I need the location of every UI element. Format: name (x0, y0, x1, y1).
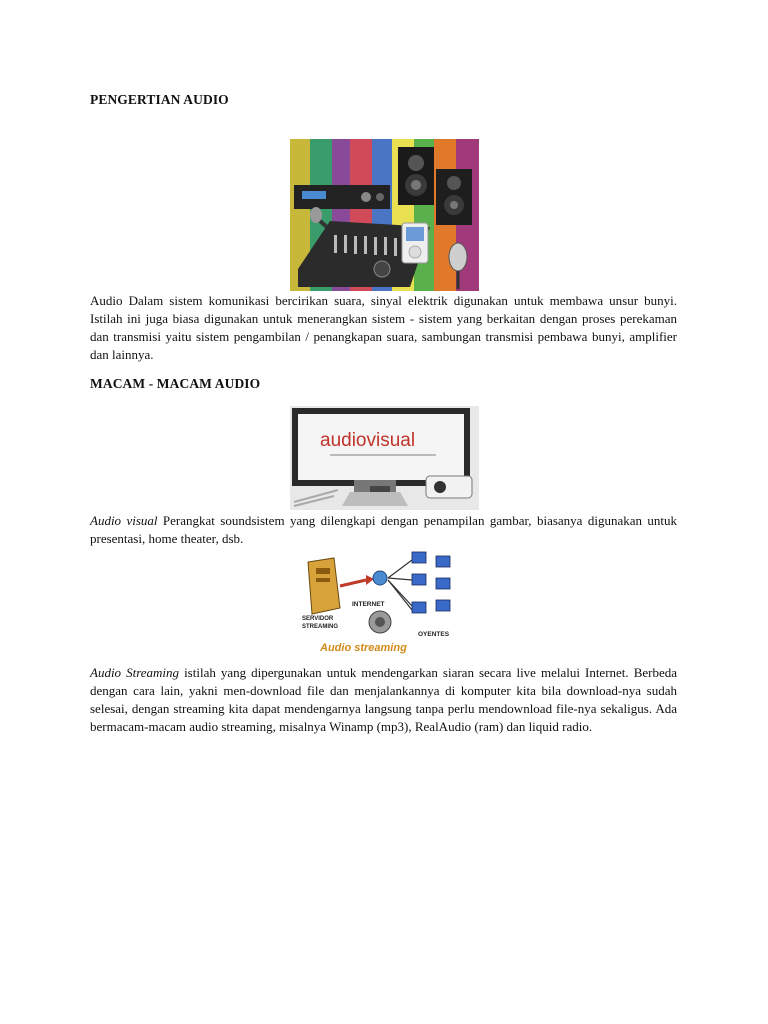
audio-streaming-term: Audio Streaming (90, 665, 180, 680)
server-label-line1: SERVIDOR (302, 616, 334, 622)
audiovisual-term: Audio visual (90, 513, 158, 528)
heading-pengertian-audio: PENGERTIAN AUDIO (90, 92, 229, 107)
internet-label: INTERNET (352, 601, 385, 608)
server-label-line2: STREAMING (302, 624, 338, 630)
audiovisual-paragraph (90, 512, 677, 548)
audiovisual-logo-text: audiovisual (320, 430, 416, 451)
audiovisual-image (290, 406, 479, 510)
audio-equipment-image (290, 139, 479, 291)
clients-label: OYENTES (418, 631, 450, 638)
audiovisual-description: Perangkat soundsistem yang dilengkapi dengan penampilan gambar, biasanya digunakan untuk presentasi, home theater, dsb. (90, 513, 677, 546)
audio-streaming-paragraph (90, 664, 677, 736)
streaming-caption: Audio streaming (320, 642, 407, 654)
audio-streaming-description: istilah yang dipergunakan untuk mendengarkan siaran secara live melalui Internet. Berbeda dengan cara lain, yakni men-download file dan menjalankannya di komputer kita bila download-nya sudah selesai, dengan streaming kita dapat mendengarnya langsung tanpa perlu mendownload file-nya sekaligus. Ada bermacam-macam audio streaming, misalnya Winamp (mp3), RealAudio (ram) dan liquid radio. (90, 665, 677, 734)
audio-streaming-image (290, 548, 479, 656)
pengertian-audio-paragraph: Audio Dalam sistem komunikasi bercirikan suara, sinyal elektrik digunakan untuk membawa unsur bunyi. Istilah ini juga biasa digunakan untuk menerangkan sistem - sistem yang berkaitan dengan proses perekaman dan transmisi yaitu sistem pengambilan / penangkapan suara, sambungan transmisi pembawa bunyi, amplifier dan lainnya. (90, 293, 677, 362)
heading-macam-macam-audio: MACAM - MACAM AUDIO (90, 376, 261, 391)
